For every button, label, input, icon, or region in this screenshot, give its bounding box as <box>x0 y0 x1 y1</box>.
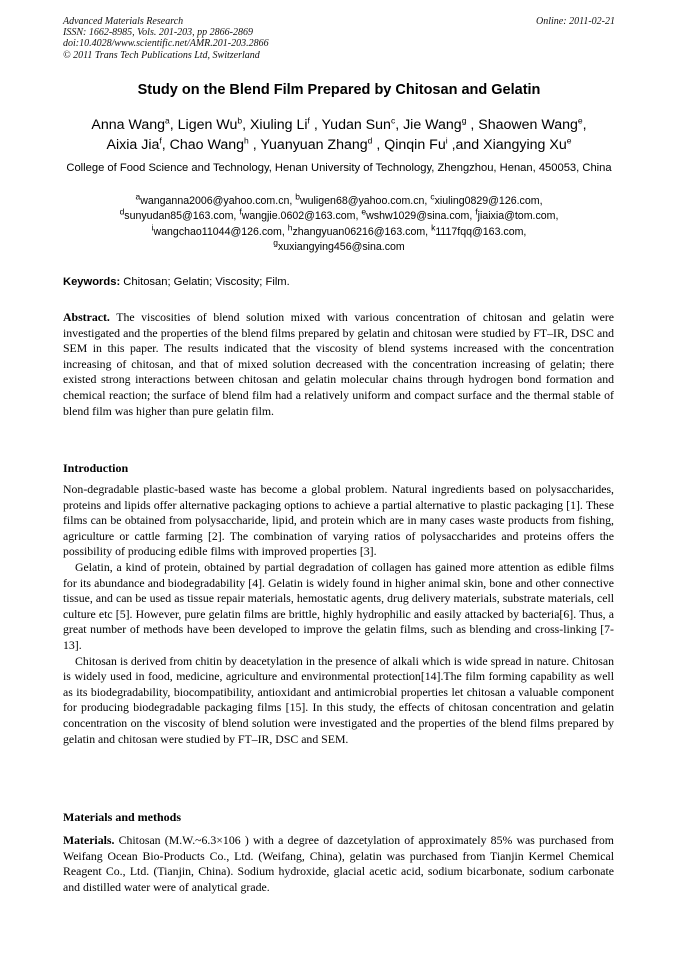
email-line: $^d$sunyudan85@163.com, $^f$wangjie.0602@163.com, $^e$wshw1029@sina.com, $^f$jiaixia@tom.com, <box>119 206 559 223</box>
keywords <box>63 276 623 288</box>
affiliation: College of Food Science and Technology, Henan University of Technology, Zhengzhou, Henan, 450053, China <box>66 162 612 174</box>
journal-name: Advanced Materials Research <box>63 16 184 27</box>
email-address: wangchao11044@126.com, <box>153 225 288 238</box>
keywords-text: Chitosan; Gelatin; Viscosity; Film. <box>120 276 290 288</box>
email-address: wanganna2006@yahoo.com.cn, <box>140 195 296 207</box>
author: Shaowen Wang$^e$, <box>478 115 587 133</box>
email-line: $^a$wanganna2006@yahoo.com.cn, $^b$wuligen68@yahoo.com.cn, $^c$xiuling0829@126.com, <box>135 191 543 207</box>
copyright-line: © 2011 Trans Tech Publications Ltd, Switzerland <box>63 49 260 61</box>
abstract-text: The viscosities of blend solution mixed with various concentration of chitosan and gelatin were investigated and the properties of the blend films prepared by gelatin and chitosan were studied by FT–IR, DSC and SEM in this paper. The results indicated that the viscosity of blend systems increased with the concentration increasing of chitosan, and that of mixed solution decreased with the concentration increasing of gelatin; there existed strong interactions between chitosan and gelatin molecular chains through hydrogen bond formation and chemical reaction; the surface of blend film had a relatively uniform and compact surface and the thermal stable of blend film was higher than pure gelatin film. <box>63 310 614 418</box>
author: Aixia Jia$^f$, <box>106 135 170 153</box>
author-list <box>50 115 628 155</box>
author: Anna Wang$^a$, <box>91 115 178 133</box>
section-heading-introduction: Introduction <box>63 461 129 475</box>
doi-line: doi:10.4028/www.scientific.net/AMR.201-203.2866 <box>63 38 269 50</box>
keywords-label: Keywords: <box>63 276 121 288</box>
paragraph: Gelatin, a kind of protein, obtained by partial degradation of collagen has gained more attention as edible films for its abundance and biodegradability [4]. Gelatin is widely found in higher animal skin, bone and other connective tissue, and can be used as tissue repair materials, hemostatic agents, drug delivery materials, substrate materials, cell culture etc [5]. However, pure gelatin films are brittle, highly hydrophilic and easily attacked by bacteria[6]. Thus, a great number of methods have been developed to improve the gelatin films, such as blending and cross-linking [7-13]. <box>63 559 614 652</box>
email-address: wshw1029@sina.com, <box>366 210 476 223</box>
email-line: $^g$xuxiangying456@sina.com <box>273 237 405 253</box>
author: Ligen Wu$^b$, <box>177 115 250 133</box>
materials-text: Chitosan (M.W.~6.3×106 ) with a degree of dazcetylation of approximately 85% was purchased from Weifang Ocean Bio-Products Co., Ltd. (Weifang, China), gelatin was purchased from Tianjin Kermel Chemical Reagent Co., Ltd. (Tianjin, China). Sodium hydroxide, glacial acetic acid, sodium bicarbonate, sodium carbonate and distilled water were of analytical grade. <box>63 833 614 894</box>
abstract <box>63 310 614 419</box>
author: Xiuling Li$^f$ , <box>249 115 322 133</box>
author: Yuanyuan Zhang$^d$ , <box>260 135 385 153</box>
materials-paragraph <box>63 833 614 895</box>
email-line: $^i$wangchao11044@126.com, $^h$zhangyuan06216@163.com, $^k$1117fqq@163.com, <box>151 222 527 238</box>
materials-label: Materials. <box>63 833 115 847</box>
email-address: 1117fqq@163.com, <box>435 225 527 238</box>
issn-line: ISSN: 1662-8985, Vols. 201-203, pp 2866-2869 <box>63 27 253 39</box>
online-date: Online: 2011-02-21 <box>536 16 615 27</box>
email-address: sunyudan85@163.com, <box>124 210 240 223</box>
running-header <box>63 16 615 61</box>
email-address: xuxiangying456@sina.com <box>277 240 405 253</box>
author: Jie Wang$^g$ , <box>403 115 479 133</box>
paper-title: Study on the Blend Film Prepared by Chitosan and Gelatin <box>137 82 541 98</box>
abstract-label: Abstract. <box>63 310 110 324</box>
paragraph: Non-degradable plastic-based waste has become a global problem. Natural ingredients based on polysaccharides, proteins and lipids offer alternative packaging options to achieve a partial alternative to plastic packaging [1]. These films can be obtained from polysaccharide, lipid, and protein which are in many cases waste products from fishing, agriculture or cattle farming [2]. The combination of varying ratios of polysaccharides and proteins offers the possibility of producing edible films with improved properties [3]. <box>63 482 614 559</box>
email-address: zhangyuan06216@163.com, <box>292 225 432 238</box>
introduction-body <box>63 482 614 747</box>
author: Chao Wang$^h$ , <box>169 135 261 153</box>
email-address: jiaixia@tom.com, <box>477 210 559 223</box>
email-list <box>55 191 623 255</box>
author: Qinqin Fu$^i$ ,and <box>384 135 484 153</box>
email-address: wangjie.0602@163.com, <box>241 210 362 223</box>
email-address: wuligen68@yahoo.com.cn, <box>300 195 431 207</box>
email-address: xiuling0829@126.com, <box>434 195 543 207</box>
section-heading-materials-methods: Materials and methods <box>63 810 181 824</box>
paragraph: Chitosan is derived from chitin by deacetylation in the presence of alkali which is wide spread in nature. Chitosan is widely used in food, medicine, agriculture and environmental protection[14].The film forming capability as well as its biodegradability, biocompatibility, antioxidant and antimicrobial properties let chitosan a valuable component for producing biodegradable packaging films [15]. In this study, the effects of chitosan concentration and gelatin concentration on the viscosity of blend solution were investigated and the properties of the blend films prepared by gelatin and chitosan were studied by FT–IR, DSC and SEM. <box>63 653 614 746</box>
author: Xiangying Xu$^e$ <box>483 135 572 153</box>
author: Yudan Sun$^c$, <box>321 115 404 133</box>
